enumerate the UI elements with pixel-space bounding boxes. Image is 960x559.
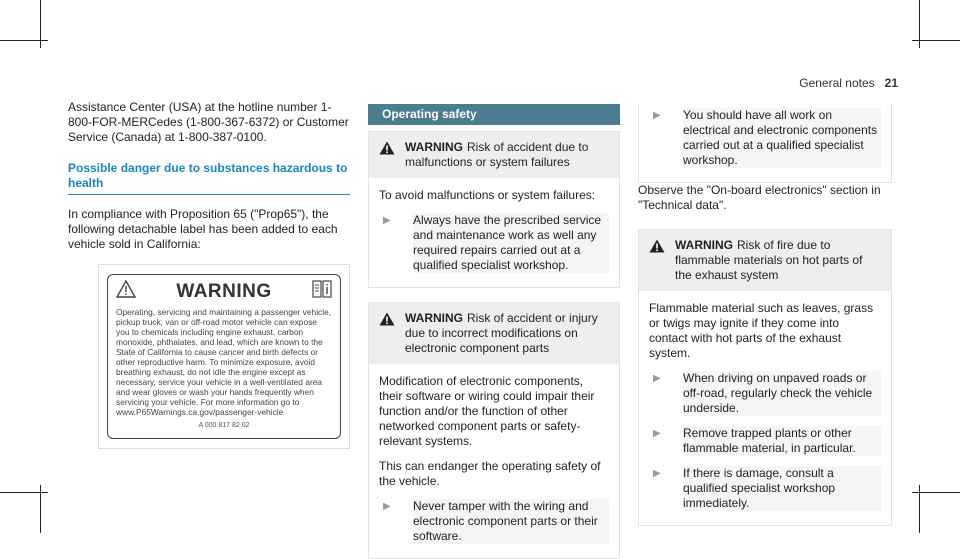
warning-keyword: WARNING	[405, 140, 463, 154]
column-2	[368, 104, 620, 559]
paragraph: Assistance Center (USA) at the hotline number 1-800-FOR-MERCedes (1-800-367-6372) or Customer Service (Canada) at 1-800-387-0100.	[68, 100, 349, 144]
arrow-bullet-icon: ▶	[653, 468, 661, 479]
warning-keyword: WARNING	[675, 238, 733, 252]
list-item	[649, 108, 881, 168]
list-item	[649, 426, 881, 456]
warning-header	[369, 303, 619, 364]
warning-triangle-icon	[116, 280, 136, 302]
list-item-text: If there is damage, consult a qualified specialist workshop immediately.	[683, 466, 881, 511]
arrow-bullet-icon: ▶	[383, 215, 391, 226]
paragraph: Observe the "On-board electronics" section in "Technical data".	[638, 183, 881, 212]
warning-header	[369, 132, 619, 178]
label-title: WARNING	[176, 280, 272, 302]
warning-keyword: WARNING	[405, 311, 463, 325]
warning-triangle-icon	[649, 239, 667, 283]
warning-header	[639, 230, 891, 291]
warning-box	[368, 302, 620, 559]
arrow-bullet-icon: ▶	[653, 110, 661, 121]
warning-body	[369, 178, 619, 287]
arrow-bullet-icon: ▶	[653, 428, 661, 439]
warning-triangle-icon	[379, 312, 397, 356]
paragraph: To avoid malfunctions or system failures:	[379, 188, 596, 202]
arrow-bullet-icon: ▶	[383, 501, 391, 512]
label-part-number: A 000 817 82 02	[198, 422, 250, 429]
paragraph: Flammable material such as leaves, grass or twigs may ignite if they come into contact with hot parts of the exhaust system.	[649, 301, 874, 360]
column-3	[638, 104, 892, 526]
paragraph: Modification of electronic components, their software or wiring could impair their function and/or the function of other networked component parts or safety-relevant systems.	[379, 374, 595, 448]
list-item-text: Always have the prescribed service and maintenance work as well any required repairs carried out at a qualified specialist workshop.	[413, 213, 609, 273]
list-item-text: Remove trapped plants or other flammable material, in particular.	[683, 426, 881, 456]
paragraph: In compliance with Proposition 65 ("Prop65"), the following detachable label has been added to each vehicle sold in California:	[68, 207, 338, 251]
warning-body	[639, 104, 891, 182]
list-item	[379, 213, 609, 273]
page-header	[799, 76, 898, 90]
label-frame	[107, 274, 341, 439]
section-name: General notes	[799, 76, 875, 90]
crop-mark	[0, 492, 48, 493]
crop-mark	[912, 40, 960, 41]
warning-title: Risk of accident due to malfunctions or system failures	[405, 140, 589, 169]
section-title-bar: Operating safety	[368, 104, 620, 125]
warning-triangle-icon	[379, 141, 397, 170]
warning-title: Risk of accident or injury due to incorrect modifications on electronic component parts	[405, 311, 598, 355]
warning-box	[368, 131, 620, 288]
paragraph: This can endanger the operating safety of the vehicle.	[379, 459, 601, 488]
list-item-text: When driving on unpaved roads or off-road, regularly check the vehicle underside.	[683, 371, 881, 416]
prop65-label	[98, 264, 350, 449]
warning-title: Risk of fire due to flammable materials on hot parts of the exhaust system	[675, 238, 863, 282]
warning-box	[638, 229, 892, 526]
arrow-bullet-icon: ▶	[653, 373, 661, 384]
list-item-text: Never tamper with the wiring and electronic component parts or their software.	[413, 499, 609, 544]
list-item-text: You should have all work on electrical and electronic components carried out at a qualified specialist workshop.	[683, 108, 881, 168]
list-item	[649, 466, 881, 511]
subheading: Possible danger due to substances hazardous to health	[68, 161, 350, 195]
list-item	[379, 499, 609, 544]
manual-book-icon	[312, 280, 332, 302]
crop-mark	[0, 40, 48, 41]
warning-box-continued	[638, 104, 892, 183]
list-item	[649, 371, 881, 416]
label-header	[116, 279, 332, 303]
crop-mark	[912, 492, 960, 493]
page-number: 21	[884, 76, 898, 90]
warning-body	[369, 364, 619, 558]
label-text: Operating, servicing and maintaining a passenger vehicle, pickup truck, van or off-road motor vehicle can expose you to chemicals including engine exhaust, carbon monoxide, phthalates, and lead, which are known to the State of California to cause cancer and birth defects or other reproductive harm. To minimize exposure, avoid breathing exhaust, do not idle the engine except as necessary, service your vehicle in a well-ventilated area and wear gloves or wash your hands frequently when servicing your vehicle. For more information go to www.P65Warnings.ca.gov/passenger-vehicle	[116, 307, 332, 417]
warning-body	[639, 291, 891, 525]
column-1	[68, 100, 350, 449]
